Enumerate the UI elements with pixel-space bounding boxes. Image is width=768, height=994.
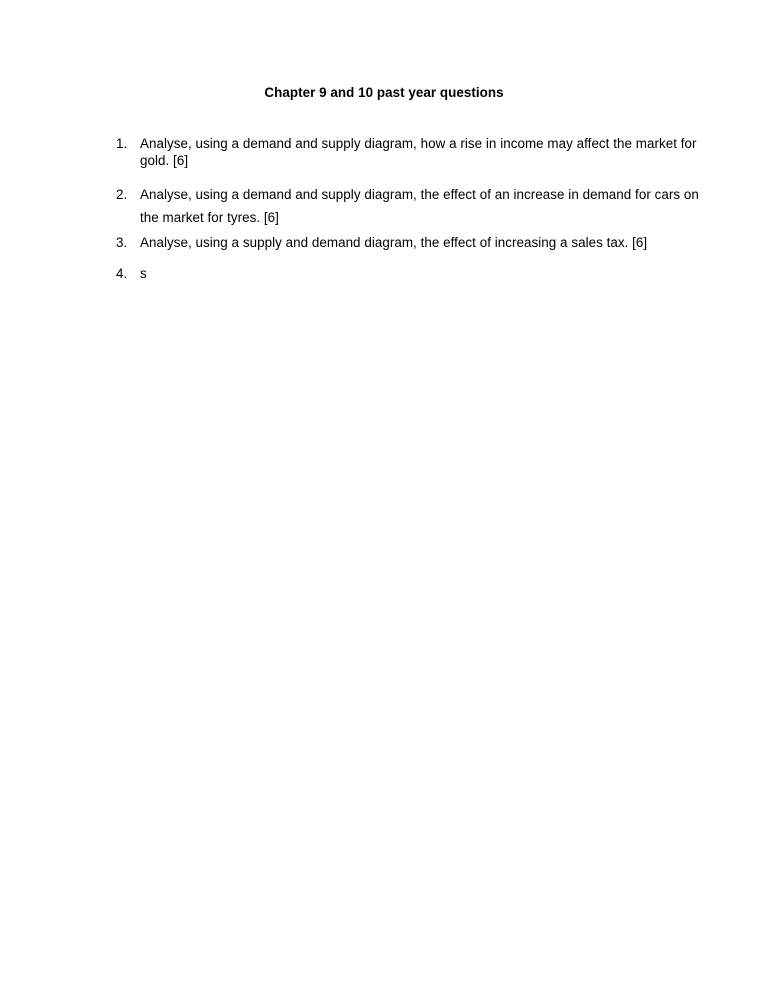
document-title: Chapter 9 and 10 past year questions xyxy=(264,85,504,100)
question-number: 1. xyxy=(116,136,128,151)
question-number: 3. xyxy=(116,235,128,250)
question-number: 2. xyxy=(116,187,128,202)
question-number: 4. xyxy=(116,266,128,281)
question-text: Analyse, using a demand and supply diagram, how a rise in income may affect the market for gold. [6] xyxy=(140,136,697,168)
question-text: Analyse, using a demand and supply diagram, the effect of an increase in demand for cars on the market for tyres. [6] xyxy=(140,187,699,225)
question-text: s xyxy=(140,266,147,281)
question-text: Analyse, using a supply and demand diagram, the effect of increasing a sales tax. [6] xyxy=(140,235,648,250)
